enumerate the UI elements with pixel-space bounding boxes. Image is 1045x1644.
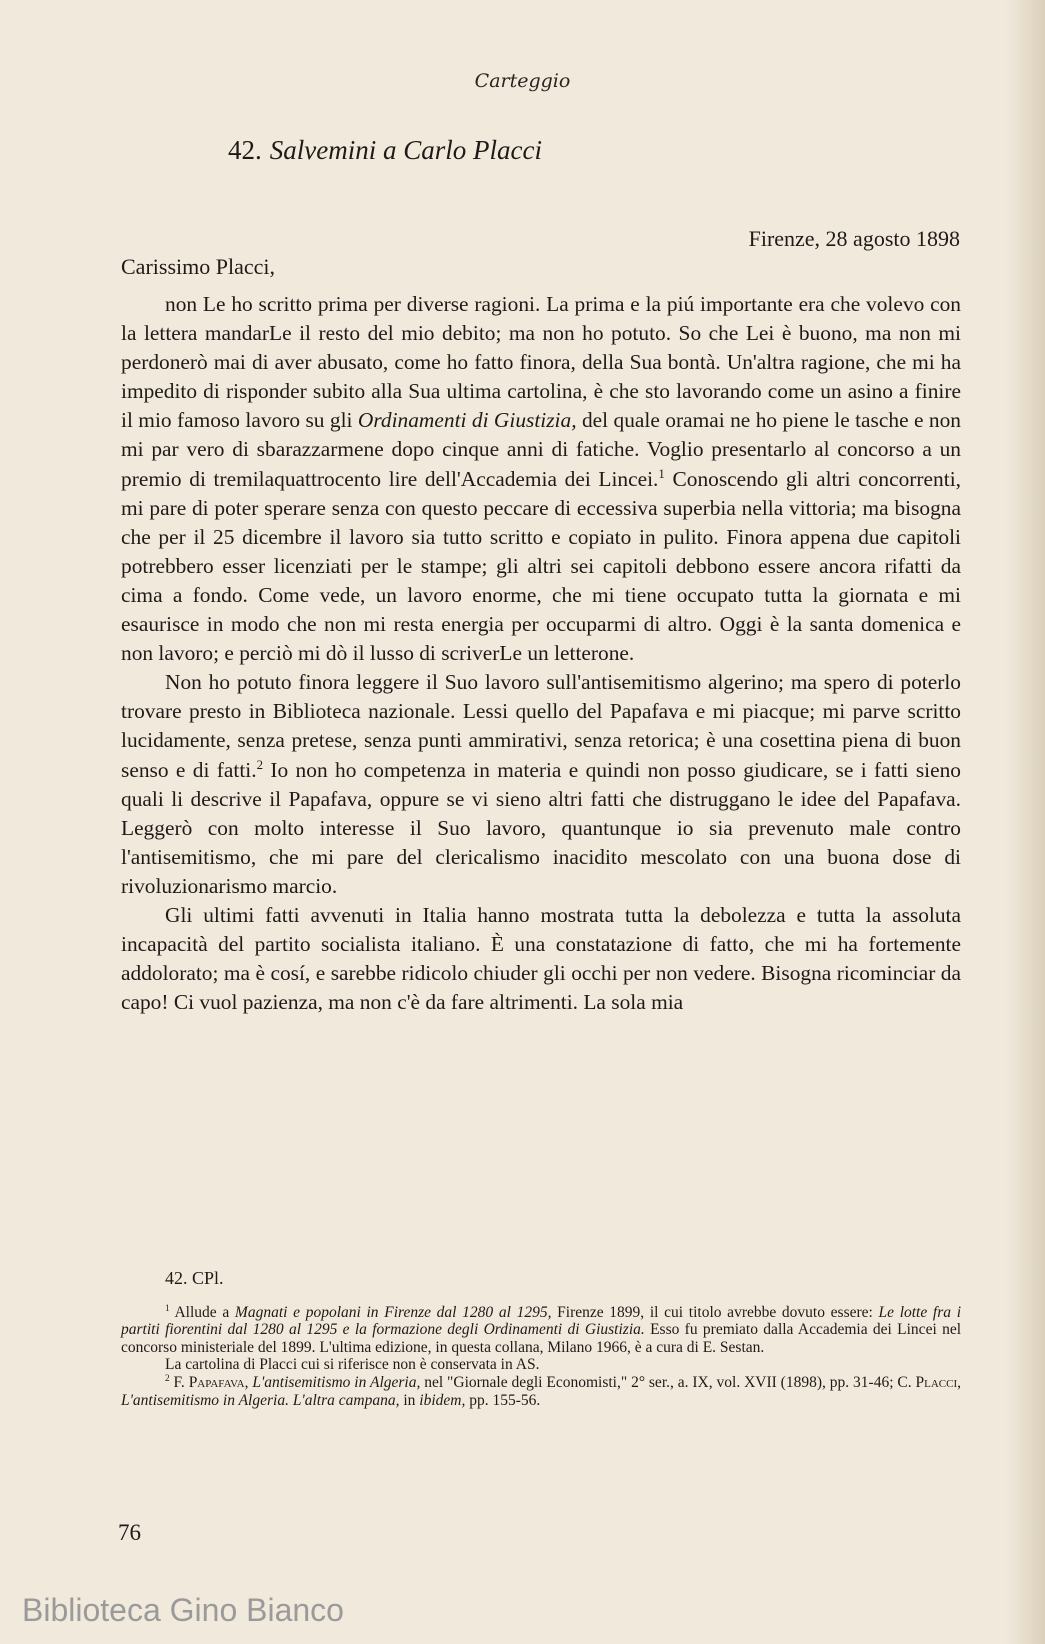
- text-run: Allude a: [169, 1303, 235, 1321]
- footnotes: [121, 1270, 961, 1409]
- text-run: Firenze 1899, il cui titolo avrebbe dovuto essere:: [551, 1303, 879, 1321]
- paragraph: [121, 290, 961, 668]
- text-run: Conoscendo gli altri concorrenti, mi pare di poter sperare senza con questo peccare di eccessiva superbia nella vittoria; ma bisogna che per il 25 dicembre il lavoro sia tutto scritto e copiato in pulito. Finora appena due capitoli potrebbero esser licenziati per le stampe; gli altri sei capitoli debbono essere ancora rifatti da cima a fondo. Come vede, un lavoro enorme, che mi tiene occupato tutta la giornata e mi esaurisce in modo che non mi resta energia per occuparmi di altro. Oggi è la santa domenica e non lavoro; e perciò mi dò il lusso di scriverLe un letterone.: [121, 466, 961, 666]
- footnote-mark: 1: [165, 1303, 170, 1314]
- smallcaps-run: Placci: [915, 1373, 958, 1391]
- letter-number: 42.: [228, 135, 262, 165]
- smallcaps-run: Papafava: [188, 1373, 245, 1391]
- running-head: Carteggio: [474, 70, 571, 92]
- letter-title-text: Salvemini a Carlo Placci: [269, 135, 542, 165]
- footnote: [121, 1374, 961, 1409]
- page-edge-shadow: [1005, 0, 1045, 1644]
- salutation: Carissimo Placci,: [121, 254, 275, 279]
- text-run: pp. 155-56.: [465, 1391, 541, 1409]
- letter-body: [121, 290, 961, 1017]
- text-run: in: [399, 1391, 420, 1409]
- page-number: 76: [118, 1520, 141, 1545]
- text-run: Io non ho competenza in materia e quindi non posso giudicare, se i fatti sieno quali li descrive il Papafava, oppure se vi sieno altri fatti che distruggano le idee del Papafava. Leggerò con molto interesse il Suo lavoro, quantunque io sia prevenuto male contro l'antisemitismo, che mi pare del clericalismo inacidito mescolato con una buona dose di rivoluzionarismo marcio.: [121, 757, 961, 898]
- italic-run: Ordinamenti di Giustizia,: [357, 408, 577, 433]
- paragraph: Gli ultimi fatti avvenuti in Italia hanno mostrata tutta la debolezza e tutta la assoluta incapacità del partito socialista italiano. È una constatazione di fatto, che mi ha fortemente addolorato; ma è cosí, e sarebbe ridicolo chiuder gli occhi per non vedere. Bisogna ricominciar da capo! Ci vuol pazienza, ma non c'è da fare altrimenti. La sola mia: [121, 902, 961, 1015]
- italic-run: L'antisemitismo in Algeria. L'altra campana,: [121, 1391, 400, 1409]
- footnote-ref[interactable]: 1: [658, 466, 665, 481]
- italic-run: ibidem,: [419, 1391, 466, 1409]
- text-run: Esso fu premiato dalla Accademia dei Lincei nel concorso ministeriale del 1899. L'ultima edizione, in questa collana, Milano 1966, è a cura di E. Sestan.: [121, 1321, 962, 1356]
- italic-run: L'antisemitismo in Algeria,: [252, 1373, 421, 1391]
- text-run: non Le ho scritto prima per diverse ragioni. La prima e la piú importante era che volevo con la lettera mandarLe il resto del mio debito; ma non ho potuto. So che Lei è buono, ma non mi perdonerò mai di aver abusato, come ho fatto finora, della Sua bontà. Un'altra ragione, che mi ha impedito di risponder subito alla Sua ultima cartolina, è che sto lavorando come un asino a finire il mio famoso lavoro su gli: [121, 292, 961, 433]
- text-run: nel "Giornale degli Economisti," 2° ser., a. IX, vol. XVII (1898), pp. 31-46; C.: [420, 1373, 916, 1391]
- paragraph: [121, 668, 961, 901]
- text-run: del quale oramai ne ho piene le tasche e non mi par vero di sbarazzarmene dopo cinque anni di fatiche. Voglio presentarlo al concorso a un premio di tremilaquattrocento lire dell'Accademia dei Lincei.: [121, 408, 961, 491]
- watermark: Biblioteca Gino Bianco: [22, 1592, 344, 1628]
- italic-run: Le lotte fra i partiti fiorentini dal 1280 al 1295 e la formazione degli Ordinamenti di Giustizia.: [121, 1303, 962, 1339]
- text-run: Non ho potuto finora leggere il Suo lavoro sull'antisemitismo algerino; ma spero di poterlo trovare presto in Biblioteca nazionale. Lessi quello del Papafava e mi piacque; mi parve scritto lucidamente, senza pretese, senza punti ammirativi, senza retorica; è una cosettina piena di buon senso e di fatti.: [121, 670, 961, 782]
- italic-run: Magnati e popolani in Firenze dal 1280 al 1295,: [234, 1303, 552, 1321]
- letter-title: [228, 135, 542, 166]
- text-run: F.: [169, 1373, 189, 1391]
- text-run: ,: [957, 1373, 961, 1391]
- footnote-continuation: La cartolina di Placci cui si riferisce non è conservata in AS.: [165, 1356, 540, 1374]
- dateline: Firenze, 28 agosto 1898: [748, 226, 960, 251]
- footnote-mark: 2: [165, 1373, 170, 1384]
- footnote: [121, 1304, 961, 1357]
- footnote-ref[interactable]: 2: [256, 757, 263, 772]
- source-note: 42. CPl.: [165, 1268, 224, 1288]
- text-run: ,: [244, 1373, 253, 1391]
